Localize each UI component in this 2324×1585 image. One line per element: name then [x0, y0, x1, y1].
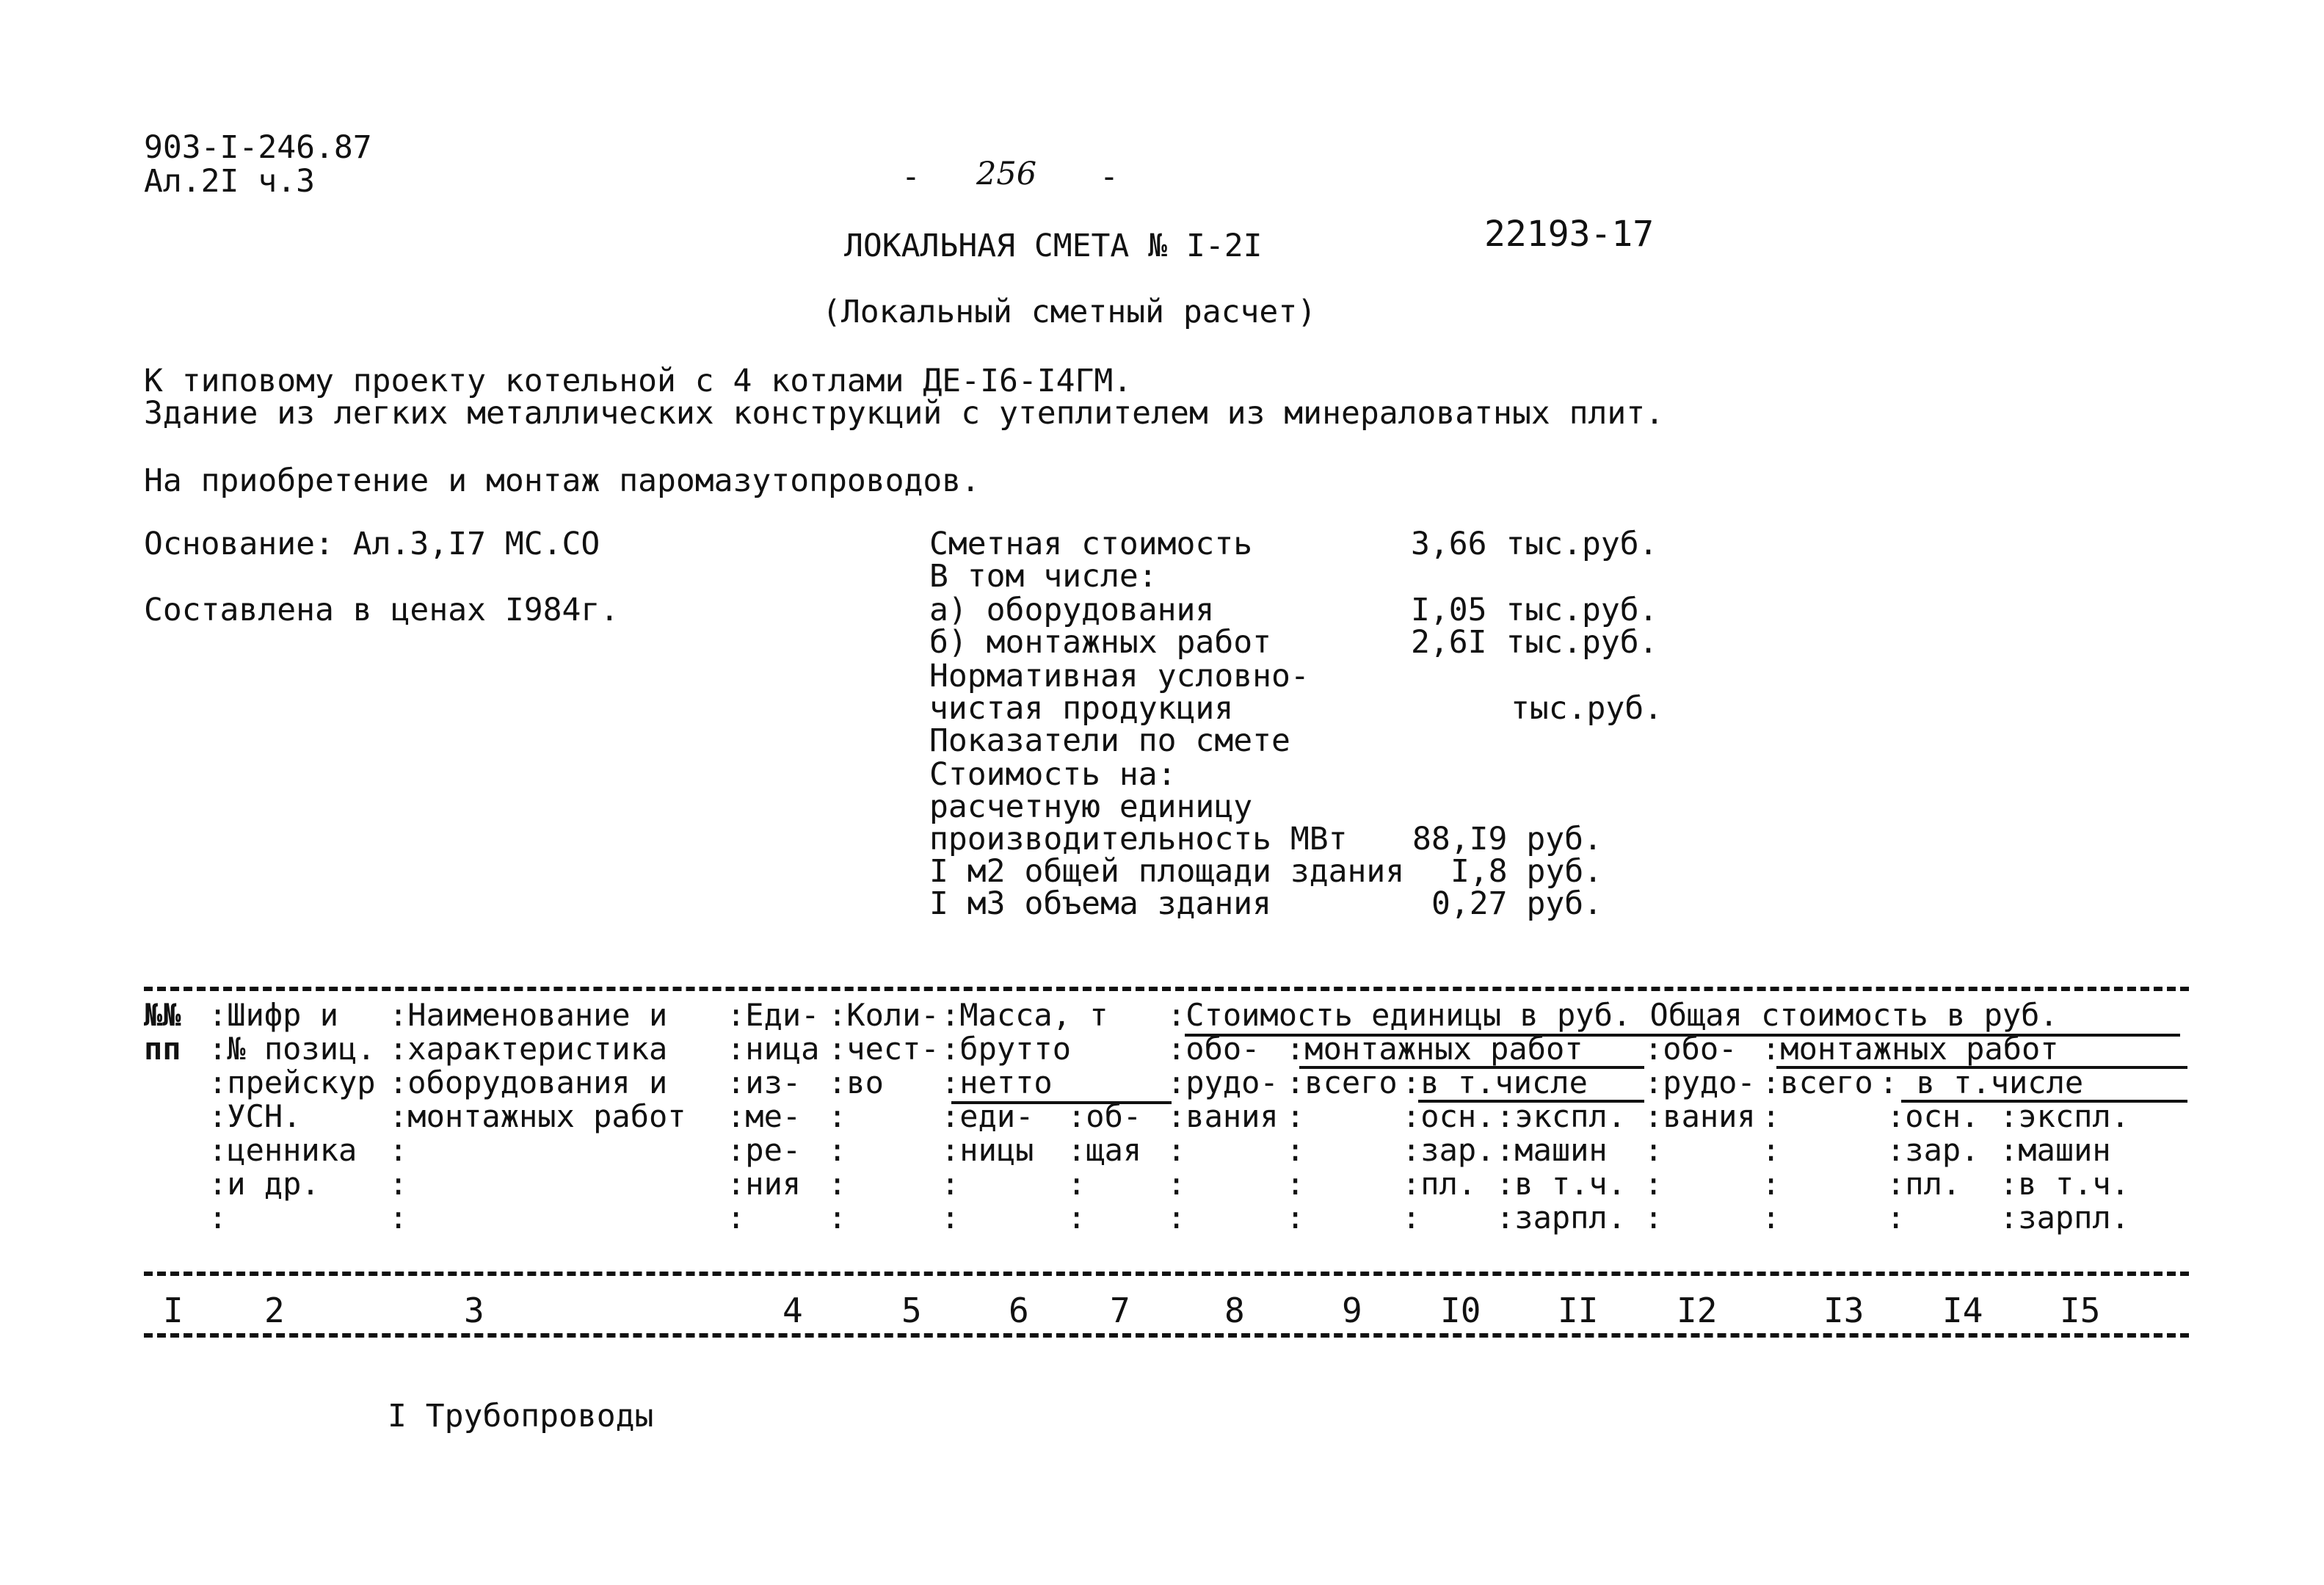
album-reference: Ал.2I ч.3 — [144, 163, 315, 200]
indicators-label: Показатели по смете — [929, 722, 1290, 759]
capacity-value: 88,I9 руб. — [1412, 821, 1602, 857]
normative-value: тыс.руб. — [1511, 690, 1663, 727]
document-title: ЛОКАЛЬНАЯ СМЕТА № I-2I — [844, 228, 1263, 264]
volume-value: 0,27 руб. — [1431, 885, 1602, 922]
col-total-basic-wage-header: :осн. :зар. :пл. : — [1887, 1098, 1980, 1236]
column-number-rule — [144, 1333, 2189, 1338]
column-number: 2 — [264, 1291, 285, 1330]
document-subtitle: (Локальный сметный расчет) — [822, 294, 1317, 330]
column-number: 3 — [464, 1291, 484, 1330]
col-unit-total-header: :всего : : : : — [1286, 1064, 1398, 1236]
prices-line: Составлена в ценах I984г. — [144, 592, 620, 628]
table-header-bottom-rule — [144, 1272, 2189, 1276]
purpose-line: На приобретение и монтаж паромазутопроводов. — [144, 463, 981, 499]
normative-label-1: Нормативная условно- — [929, 658, 1310, 694]
col-mass-header: :Масса, т :брутто :нетто — [941, 997, 1108, 1100]
equipment-value: I,05 тыс.руб. — [1411, 592, 1658, 628]
column-number: I5 — [2060, 1291, 2101, 1330]
page-number: 256 — [976, 156, 1037, 192]
column-number: 5 — [901, 1291, 922, 1330]
column-number: I — [163, 1291, 184, 1330]
volume-label: I м3 объема здания — [929, 885, 1271, 922]
project-line-2: Здание из легких металлических конструкций с утеплителем из минераловатных плит. — [144, 395, 1665, 432]
area-label: I м2 общей площади здания — [929, 853, 1405, 890]
column-number: I3 — [1823, 1291, 1864, 1330]
section-title: I Трубопроводы — [388, 1398, 654, 1435]
column-number: I0 — [1440, 1291, 1481, 1330]
column-number: I4 — [1942, 1291, 1983, 1330]
installation-value: 2,6I тыс.руб. — [1411, 624, 1658, 661]
estimated-cost-value: 3,66 тыс.руб. — [1411, 526, 1658, 562]
stamp-number: 22193-17 — [1484, 214, 1655, 255]
column-number: 4 — [782, 1291, 803, 1330]
page-dash-right: - — [1100, 159, 1119, 195]
unit-including-header: :в т.числе — [1402, 1064, 1588, 1100]
col-unit-header: :Еди- :ница :из- :ме- :ре- :ния : — [727, 997, 820, 1236]
normative-label-2: чистая продукция — [929, 690, 1234, 727]
page-dash-left: - — [901, 159, 920, 195]
installation-label: б) монтажных работ — [929, 624, 1271, 661]
area-value: I,8 руб. — [1450, 853, 1603, 890]
col-number-header: №№ пп — [144, 997, 181, 1067]
column-number: 9 — [1342, 1291, 1362, 1330]
total-including-header: : в т.числе — [1879, 1064, 2084, 1100]
capacity-label: производительность МВт — [929, 821, 1348, 857]
column-number: I2 — [1677, 1291, 1718, 1330]
col-unit-basic-wage-header: :осн. :зар. :пл. : — [1402, 1098, 1495, 1236]
basis-line: Основание: Ал.3,I7 МС.СО — [144, 526, 600, 562]
mass-underline — [951, 1101, 1172, 1104]
per-unit-label: расчетную единицу — [929, 788, 1253, 825]
col-name-header: :Наименование и :характеристика :оборудования и :монтажных работ : : : — [389, 997, 686, 1236]
document-code: 903-I-246.87 — [144, 129, 372, 166]
including-label: В том числе: — [929, 558, 1158, 595]
table-top-rule — [144, 987, 2189, 991]
col-quantity-header: :Коли- :чест- :во : : : : — [828, 997, 940, 1236]
column-number: 8 — [1224, 1291, 1245, 1330]
column-number: II — [1558, 1291, 1599, 1330]
col-mass-unit-header: :еди- :ницы : : — [941, 1098, 1034, 1236]
cost-group-header: :Стоимость единицы в руб. Общая стоимость в руб. — [1167, 997, 2058, 1033]
cost-on-label: Стоимость на: — [929, 756, 1177, 793]
total-installation-header: :монтажных работ — [1762, 1031, 2059, 1067]
column-number: 7 — [1110, 1291, 1130, 1330]
column-number: 6 — [1009, 1291, 1029, 1330]
unit-installation-header: :монтажных работ — [1286, 1031, 1583, 1067]
col-mass-total-header: :об- :щая : : — [1067, 1098, 1142, 1236]
project-line-1: К типовому проекту котельной с 4 котлами ДЕ-I6-I4ГМ. — [144, 363, 1133, 399]
col-unit-machine-header: :экспл. :машин :в т.ч. :зарпл. — [1496, 1098, 1627, 1236]
estimated-cost-label: Сметная стоимость — [929, 526, 1253, 562]
col-total-equipment-header: :обо- :рудо- :вания : : : — [1644, 1031, 1756, 1236]
col-unit-equipment-header: :обо- :рудо- :вания : : : — [1167, 1031, 1279, 1236]
col-total-machine-header: :экспл. :машин :в т.ч. :зарпл. — [2000, 1098, 2130, 1236]
column-number-row — [0, 1291, 2324, 1330]
col-total-sum-header: :всего : : : : — [1762, 1064, 1873, 1236]
equipment-label: а) оборудования — [929, 592, 1215, 628]
col-code-header: :Шифр и :№ позиц. :прейскур :УСН. :ценника :и др. : — [208, 997, 376, 1236]
